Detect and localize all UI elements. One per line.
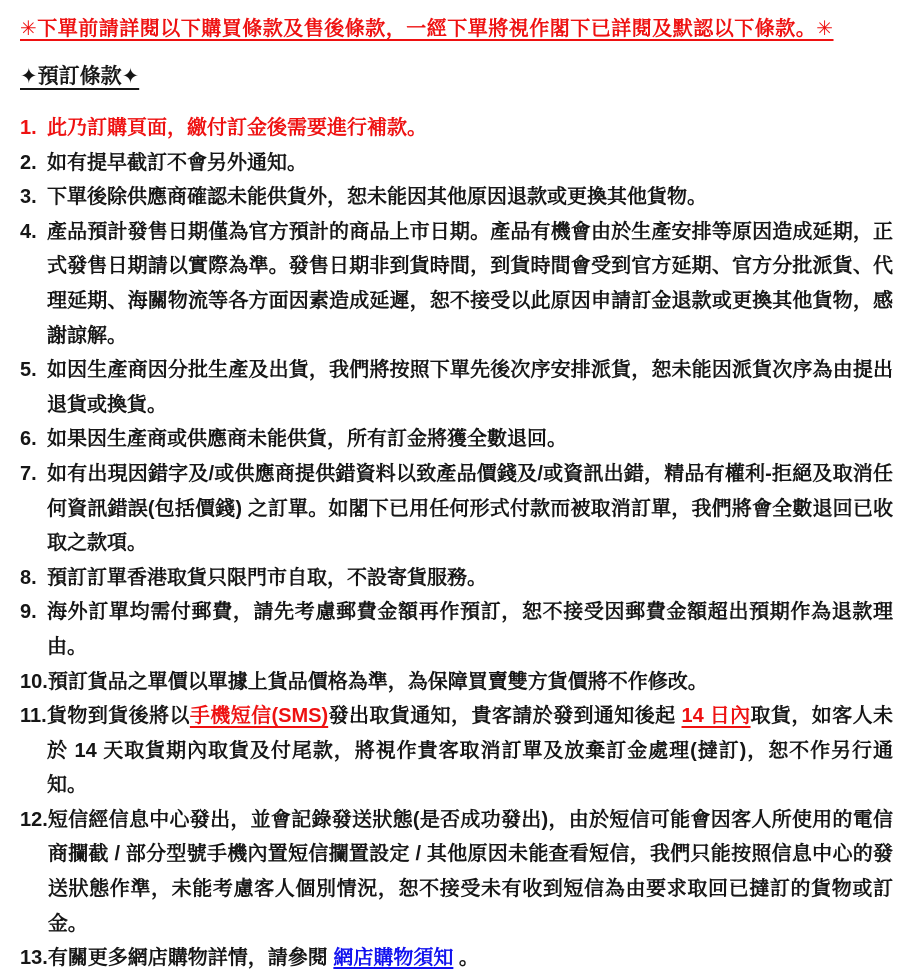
term-text-segment: 如因生產商因分批生產及出貨，我們將按照下單先後次序安排派貨，恕未能因派貨次序為由提出退貨或換貨。	[47, 359, 893, 416]
term-number: 9.	[20, 601, 37, 624]
term-item	[20, 803, 893, 941]
term-number: 5.	[20, 359, 37, 382]
term-number: 1.	[20, 117, 37, 139]
term-text-segment: 如有出現因錯字及/或供應商提供錯資料以致產品價錢及/或資訊出錯，精品有權利-拒絕及取消任何資訊錯誤(包括價錢) 之訂單。如閣下已用任何形式付款而被取消訂單，我們將會全數退回已收取之款項。	[47, 462, 893, 555]
term-number: 6.	[20, 428, 37, 451]
term-text	[47, 457, 893, 561]
term-text-segment: 貨物到貨後將以	[47, 705, 190, 728]
highlighted-red-text: 14 日內	[681, 705, 751, 728]
term-number: 3.	[20, 186, 37, 209]
term-item	[20, 422, 893, 457]
section-title-text: ✦預訂條款✦	[20, 65, 140, 88]
term-text	[47, 595, 893, 664]
term-number: 8.	[20, 566, 37, 589]
term-number: 7.	[20, 462, 37, 485]
term-text	[47, 561, 893, 596]
term-text-segment: 有關更多網店購物詳情，請參閱	[47, 947, 334, 970]
term-text	[47, 215, 893, 353]
term-text	[47, 111, 893, 146]
term-text-segment: 預訂貨品之單價以單據上貨品價格為準，為保障買賣雙方貨價將不作修改。	[47, 670, 708, 693]
term-text-segment: 短信經信息中心發出，並會記錄發送狀態(是否成功發出)，由於短信可能會因客人所使用的電信商攔截 / 部分型號手機內置短信攔置設定 / 其他原因未能查看短信，我們只能按照信息中心的發送狀態作準，未能考慮客人個別情況，恕不接受未有收到短信為由要求取回已撻訂的貨物或訂金。	[47, 808, 893, 935]
term-item	[20, 215, 893, 353]
term-number: 12.	[20, 808, 48, 831]
term-text-segment: 海外訂單均需付郵費，請先考慮郵費金額再作預訂，恕不接受因郵費金額超出預期作為退款理由。	[47, 601, 893, 658]
term-text-segment: 預訂訂單香港取貨只限門市自取，不設寄貨服務。	[47, 566, 487, 589]
term-text	[47, 353, 893, 422]
term-text-segment: 產品預計發售日期僅為官方預計的商品上市日期。產品有機會由於生產安排等原因造成延期，正式發售日期請以實際為準。發售日期非到貨時間，到貨時間會受到官方延期、官方分批派貨、代理延期、海關物流等各方面因素造成延遲，恕不接受以此原因申請訂金退款或更換其他貨物，感謝諒解。	[47, 220, 893, 347]
pre-order-warning-notice: ✳下單前請詳閱以下購買條款及售後條款，一經下單將視作閣下已詳閱及默認以下條款。✳	[20, 18, 834, 40]
highlighted-red-text: 手機短信(SMS)	[189, 705, 329, 728]
term-text	[47, 422, 893, 457]
terms-list	[20, 111, 893, 976]
term-item	[20, 353, 893, 422]
term-text-segment: 。	[453, 947, 479, 970]
term-text-segment: 此乃訂購頁面，繳付訂金後需要進行補款。	[47, 117, 427, 139]
term-item	[20, 180, 893, 215]
section-title	[20, 65, 893, 89]
term-item	[20, 665, 893, 700]
term-number: 11.	[20, 705, 47, 728]
term-text	[47, 699, 893, 803]
term-number: 2.	[20, 151, 37, 174]
term-number: 10.	[20, 670, 48, 693]
term-item	[20, 699, 893, 803]
term-item	[20, 457, 893, 561]
term-item	[20, 561, 893, 596]
term-item	[20, 595, 893, 664]
term-text	[48, 941, 893, 976]
term-text	[47, 180, 893, 215]
shop-guide-link[interactable]: 網店購物須知	[333, 947, 454, 970]
term-item	[20, 111, 893, 146]
term-text-segment: 如果因生產商或供應商未能供貨，所有訂金將獲全數退回。	[47, 428, 567, 451]
term-item	[20, 146, 893, 181]
term-text-segment: 發出取貨通知，貴客請於發到通知後起	[328, 705, 682, 728]
term-number: 13.	[20, 947, 48, 970]
term-text	[48, 803, 893, 941]
term-text	[47, 146, 893, 181]
term-number: 4.	[20, 220, 37, 243]
term-text	[48, 665, 893, 700]
term-text-segment: 如有提早截訂不會另外通知。	[47, 151, 307, 174]
term-item	[20, 941, 893, 976]
term-text-segment: 下單後除供應商確認未能供貨外，恕未能因其他原因退款或更換其他貨物。	[47, 186, 707, 209]
term-text-segment: 取貨，如客人未於 14 天取貨期內取貨及付尾款，將視作貴客取消訂單及放棄訂金處理(撻訂)，恕不作另行通知。	[47, 705, 894, 797]
